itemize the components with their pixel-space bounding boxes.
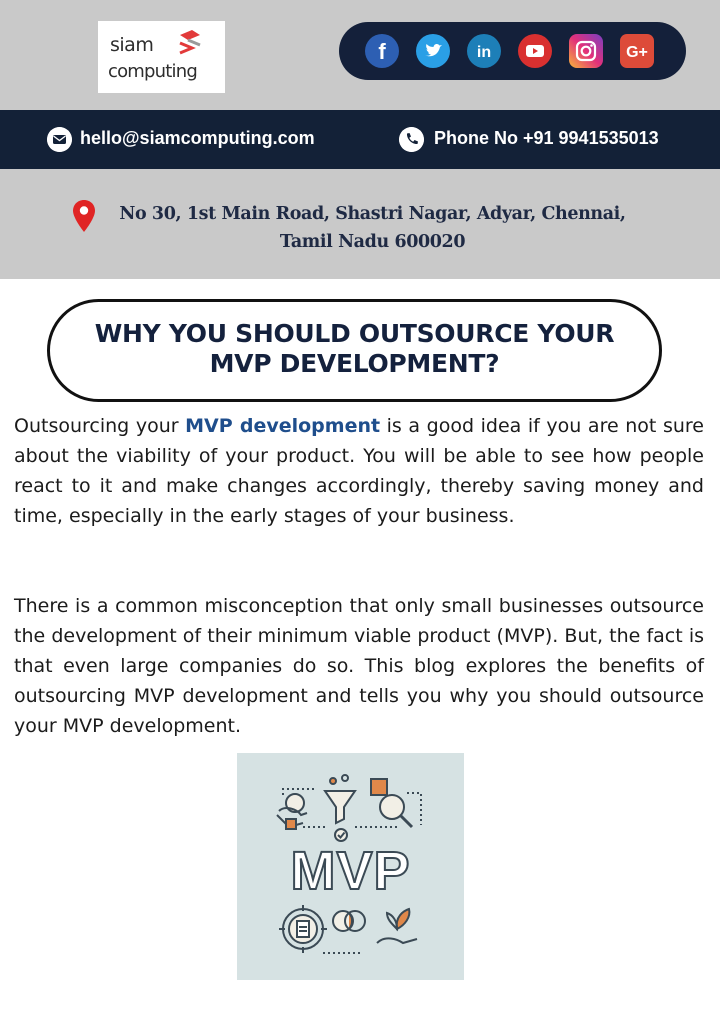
linkedin-icon[interactable] <box>467 34 501 68</box>
address-line-1: No 30, 1st Main Road, Shastri Nagar, Adyar, Chennai, <box>119 204 626 224</box>
mvp-label: MVP <box>290 841 411 901</box>
article-title-line-2: MVP DEVELOPMENT? <box>209 349 500 378</box>
paragraph-1 <box>14 411 704 531</box>
svg-text:in: in <box>476 44 492 61</box>
mvp-illustration <box>237 753 464 980</box>
location-pin-icon <box>72 199 96 233</box>
svg-text:f: f <box>378 39 386 64</box>
google-plus-icon[interactable] <box>620 34 654 68</box>
siam-computing-logo[interactable] <box>98 21 225 93</box>
article-title <box>50 319 659 379</box>
address-band <box>0 169 720 279</box>
contact-email[interactable]: hello@siamcomputing.com <box>80 128 315 148</box>
article-title-box <box>47 299 662 402</box>
contact-bar <box>0 110 720 169</box>
paragraph-1-rest: is a good idea if you are not sure about the viability of your product. You will be able to see how people react to it and make changes accordingly, thereby saving money and time, especially in the early stages of your business. <box>14 415 704 527</box>
logo-mark-icon <box>176 29 204 59</box>
instagram-icon[interactable] <box>569 34 603 68</box>
phone-icon <box>399 127 424 152</box>
youtube-icon[interactable] <box>518 34 552 68</box>
contact-phone[interactable]: Phone No +91 9941535013 <box>434 128 659 148</box>
mvp-illustration-graphic <box>237 753 464 980</box>
social-links <box>339 22 686 80</box>
address-line-2: Tamil Nadu 600020 <box>279 232 466 252</box>
twitter-icon[interactable] <box>416 34 450 68</box>
logo-text-computing: computing <box>108 61 197 82</box>
address-text <box>100 200 645 256</box>
logo-text-siam: siam <box>110 34 154 56</box>
mvp-development-link[interactable]: MVP development <box>185 415 381 437</box>
facebook-icon[interactable] <box>365 34 399 68</box>
header-band <box>0 0 720 110</box>
paragraph-2: There is a common misconception that only small businesses outsource the development of their minimum viable product (MVP). But, the fact is that even large companies do so. This blog explores the benefits of outsourcing MVP development and tells you why you should outsource your MVP development. <box>14 595 704 737</box>
email-icon <box>47 127 72 152</box>
paragraph-1-start: Outsourcing your <box>14 415 186 437</box>
article-title-line-1: WHY YOU SHOULD OUTSOURCE YOUR <box>94 319 615 348</box>
svg-text:G+: G+ <box>626 44 648 61</box>
